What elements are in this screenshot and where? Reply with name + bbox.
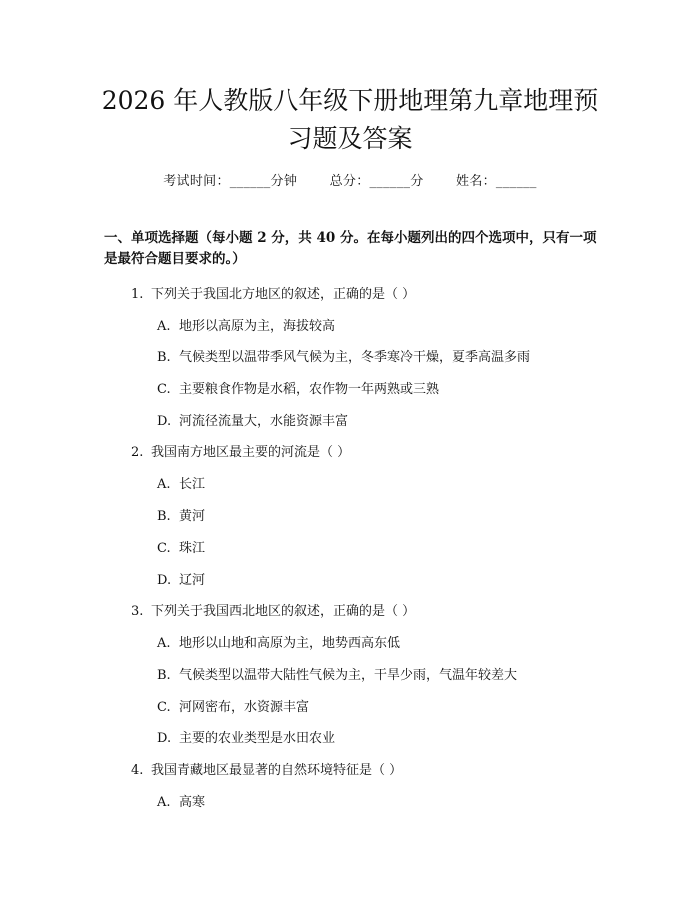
option-1c	[157, 378, 439, 397]
option-3b	[157, 664, 517, 683]
question-number: 2.	[131, 445, 144, 460]
section-heading: 一、单项选择题（每小题 2 分，共 40 分。在每小题列出的四个选项中，只有一项是最符合题目要求的。）	[104, 230, 597, 267]
option-label: D.	[157, 414, 172, 429]
option-2c	[157, 537, 205, 556]
option-text: 主要粮食作物是水稻，农作物一年两熟或三熟	[179, 382, 440, 397]
option-2d	[157, 569, 205, 588]
option-label: B.	[157, 509, 171, 524]
option-1d	[157, 410, 348, 429]
option-1a	[157, 315, 335, 334]
title-line-1: 2026 年人教版八年级下册地理第九章地理预	[101, 86, 599, 115]
option-text: 珠江	[179, 541, 206, 556]
option-label: D.	[157, 731, 172, 746]
option-2b	[157, 505, 205, 524]
option-text: 河流径流量大，水能资源丰富	[179, 414, 349, 429]
question-text: 下列关于我国北方地区的叙述，正确的是（ ）	[151, 287, 416, 302]
option-2a	[157, 473, 205, 492]
question-1	[131, 283, 415, 302]
total-score: 总分：______分	[329, 174, 424, 189]
option-3a	[157, 632, 400, 651]
option-label: D.	[157, 573, 172, 588]
option-text: 主要的农业类型是水田农业	[179, 731, 336, 746]
question-3	[131, 600, 415, 619]
title-line-2: 习题及答案	[287, 124, 413, 153]
question-number: 1.	[131, 287, 144, 302]
document-title	[0, 82, 700, 158]
question-text: 我国青藏地区最显著的自然环境特征是（ ）	[151, 763, 403, 778]
option-4a	[157, 791, 205, 810]
option-label: A.	[157, 636, 171, 651]
question-number: 3.	[131, 604, 144, 619]
option-label: B.	[157, 350, 171, 365]
option-text: 辽河	[179, 573, 206, 588]
option-label: A.	[157, 319, 171, 334]
student-name: 姓名：______	[456, 174, 537, 189]
option-label: C.	[157, 700, 171, 715]
option-text: 长江	[179, 477, 206, 492]
question-4	[131, 759, 402, 778]
option-label: C.	[157, 382, 171, 397]
option-label: A.	[157, 477, 171, 492]
option-3d	[157, 727, 335, 746]
option-1b	[157, 346, 530, 365]
option-label: A.	[157, 795, 171, 810]
option-3c	[157, 696, 309, 715]
option-text: 地形以高原为主，海拔较高	[179, 319, 336, 334]
option-label: C.	[157, 541, 171, 556]
option-label: B.	[157, 668, 171, 683]
option-text: 地形以山地和高原为主，地势西高东低	[179, 636, 401, 651]
exam-info	[0, 170, 700, 189]
exam-time: 考试时间：______分钟	[163, 174, 298, 189]
option-text: 气候类型以温带季风气候为主，冬季寒冷干燥，夏季高温多雨	[179, 350, 531, 365]
option-text: 河网密布，水资源丰富	[179, 700, 310, 715]
question-text: 下列关于我国西北地区的叙述，正确的是（ ）	[151, 604, 416, 619]
option-text: 黄河	[179, 509, 206, 524]
option-text: 气候类型以温带大陆性气候为主，干旱少雨，气温年较差大	[179, 668, 518, 683]
question-number: 4.	[131, 763, 144, 778]
question-text: 我国南方地区最主要的河流是（ ）	[151, 445, 351, 460]
question-2	[131, 441, 350, 460]
option-text: 高寒	[179, 795, 206, 810]
